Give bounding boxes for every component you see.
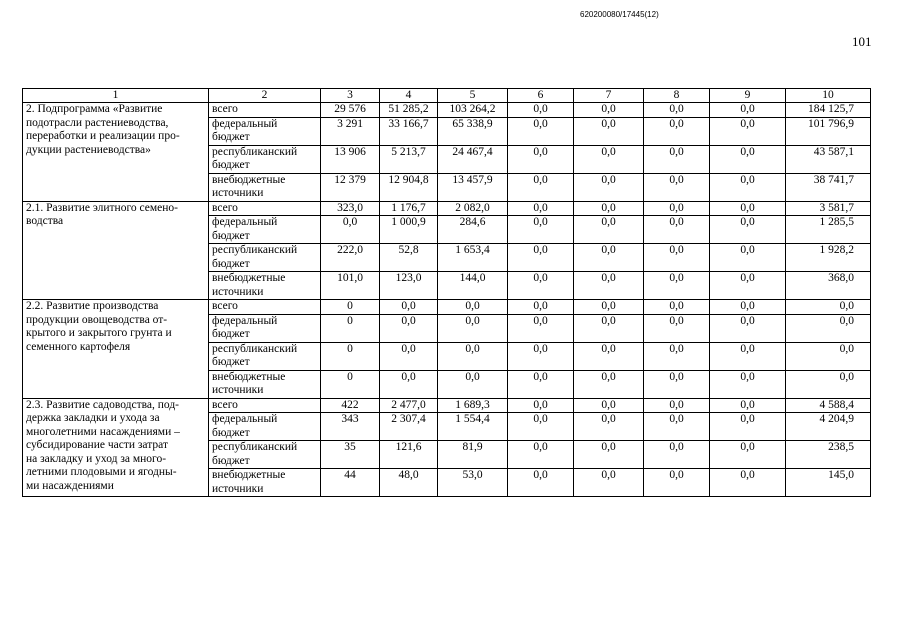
funding-source-cell: внебюджетные источники — [209, 173, 321, 201]
column-header: 8 — [644, 89, 710, 103]
value-cell: 0,0 — [574, 173, 644, 201]
value-cell: 0,0 — [508, 173, 574, 201]
value-cell: 29 576 — [321, 103, 380, 118]
value-cell: 0,0 — [644, 342, 710, 370]
total-value-cell: 4 588,4 — [786, 398, 871, 413]
value-cell: 0,0 — [644, 103, 710, 118]
value-cell: 0,0 — [574, 342, 644, 370]
value-cell: 0,0 — [508, 117, 574, 145]
funding-source-cell: внебюджетные источники — [209, 272, 321, 300]
column-header: 9 — [710, 89, 786, 103]
value-cell: 52,8 — [380, 244, 438, 272]
value-cell: 103 264,2 — [438, 103, 508, 118]
value-cell: 0 — [321, 314, 380, 342]
column-header: 10 — [786, 89, 871, 103]
document-code: 620200080/17445(12) — [580, 10, 659, 19]
funding-source-cell: республиканский бюджет — [209, 441, 321, 469]
value-cell: 0 — [321, 342, 380, 370]
total-value-cell: 0,0 — [786, 370, 871, 398]
total-value-cell: 3 581,7 — [786, 201, 871, 216]
value-cell: 48,0 — [380, 469, 438, 497]
total-value-cell: 0,0 — [786, 342, 871, 370]
total-value-cell: 238,5 — [786, 441, 871, 469]
value-cell: 222,0 — [321, 244, 380, 272]
table-body — [23, 103, 871, 497]
funding-source-cell: республиканский бюджет — [209, 244, 321, 272]
funding-source-cell: федеральный бюджет — [209, 314, 321, 342]
value-cell: 343 — [321, 413, 380, 441]
value-cell: 0,0 — [508, 216, 574, 244]
value-cell: 121,6 — [380, 441, 438, 469]
value-cell: 13 906 — [321, 145, 380, 173]
value-cell: 0,0 — [380, 370, 438, 398]
value-cell: 0,0 — [710, 370, 786, 398]
value-cell: 0,0 — [438, 314, 508, 342]
value-cell: 24 467,4 — [438, 145, 508, 173]
value-cell: 0,0 — [644, 145, 710, 173]
value-cell: 0 — [321, 370, 380, 398]
value-cell: 101,0 — [321, 272, 380, 300]
column-header: 3 — [321, 89, 380, 103]
table-row — [23, 201, 871, 216]
value-cell: 0,0 — [508, 441, 574, 469]
value-cell: 0,0 — [710, 272, 786, 300]
value-cell: 0,0 — [710, 173, 786, 201]
funding-source-cell: федеральный бюджет — [209, 216, 321, 244]
funding-source-cell: внебюджетные источники — [209, 370, 321, 398]
value-cell: 0,0 — [644, 244, 710, 272]
value-cell: 0,0 — [710, 441, 786, 469]
value-cell: 0,0 — [644, 441, 710, 469]
value-cell: 0,0 — [508, 103, 574, 118]
value-cell: 0,0 — [574, 441, 644, 469]
value-cell: 0,0 — [508, 469, 574, 497]
column-header: 7 — [574, 89, 644, 103]
value-cell: 0,0 — [644, 370, 710, 398]
total-value-cell: 1 285,5 — [786, 216, 871, 244]
value-cell: 0,0 — [508, 314, 574, 342]
table-row — [23, 103, 871, 118]
program-title-cell: 2.2. Развитие производства продукции овощеводства от- крытого и закрытого грунта и семенного картофеля — [23, 300, 209, 399]
value-cell: 0,0 — [380, 342, 438, 370]
value-cell: 0,0 — [644, 314, 710, 342]
value-cell: 0,0 — [644, 173, 710, 201]
total-value-cell: 0,0 — [786, 314, 871, 342]
value-cell: 0,0 — [644, 398, 710, 413]
value-cell: 0,0 — [508, 145, 574, 173]
table-row — [23, 398, 871, 413]
value-cell: 53,0 — [438, 469, 508, 497]
value-cell: 0,0 — [574, 413, 644, 441]
value-cell: 12 904,8 — [380, 173, 438, 201]
budget-table — [22, 88, 871, 497]
value-cell: 0,0 — [574, 469, 644, 497]
table-row — [23, 300, 871, 315]
funding-source-cell: всего — [209, 201, 321, 216]
value-cell: 0,0 — [380, 314, 438, 342]
column-header: 5 — [438, 89, 508, 103]
value-cell: 0,0 — [508, 398, 574, 413]
value-cell: 123,0 — [380, 272, 438, 300]
page-number: 101 — [852, 34, 872, 49]
value-cell: 0,0 — [438, 370, 508, 398]
value-cell: 0,0 — [710, 145, 786, 173]
funding-source-cell: внебюджетные источники — [209, 469, 321, 497]
value-cell: 5 213,7 — [380, 145, 438, 173]
value-cell: 0,0 — [508, 370, 574, 398]
value-cell: 0,0 — [574, 300, 644, 315]
value-cell: 0,0 — [574, 272, 644, 300]
funding-source-cell: всего — [209, 300, 321, 315]
value-cell: 2 307,4 — [380, 413, 438, 441]
value-cell: 0,0 — [508, 244, 574, 272]
value-cell: 0,0 — [574, 314, 644, 342]
value-cell: 0,0 — [644, 201, 710, 216]
value-cell: 0,0 — [710, 201, 786, 216]
total-value-cell: 4 204,9 — [786, 413, 871, 441]
total-value-cell: 1 928,2 — [786, 244, 871, 272]
value-cell: 0,0 — [710, 398, 786, 413]
funding-source-cell: республиканский бюджет — [209, 342, 321, 370]
funding-source-cell: всего — [209, 398, 321, 413]
value-cell: 12 379 — [321, 173, 380, 201]
total-value-cell: 101 796,9 — [786, 117, 871, 145]
value-cell: 0,0 — [710, 314, 786, 342]
value-cell: 0,0 — [710, 117, 786, 145]
total-value-cell: 184 125,7 — [786, 103, 871, 118]
value-cell: 284,6 — [438, 216, 508, 244]
total-value-cell: 38 741,7 — [786, 173, 871, 201]
value-cell: 0,0 — [710, 342, 786, 370]
table-header — [23, 89, 871, 103]
value-cell: 144,0 — [438, 272, 508, 300]
program-title-cell: 2.3. Развитие садоводства, под- держка закладки и ухода за многолетними насаждениями – субсидирование части затрат на закладку и уход за много- летними плодовыми и ягодны- ми насаждениями — [23, 398, 209, 497]
value-cell: 0,0 — [380, 300, 438, 315]
value-cell: 0,0 — [710, 216, 786, 244]
value-cell: 0,0 — [644, 117, 710, 145]
value-cell: 0,0 — [508, 201, 574, 216]
value-cell: 0,0 — [574, 370, 644, 398]
funding-source-cell: всего — [209, 103, 321, 118]
value-cell: 0,0 — [574, 117, 644, 145]
value-cell: 33 166,7 — [380, 117, 438, 145]
value-cell: 0,0 — [644, 413, 710, 441]
value-cell: 0,0 — [508, 272, 574, 300]
column-header: 6 — [508, 89, 574, 103]
value-cell: 3 291 — [321, 117, 380, 145]
value-cell: 0,0 — [574, 398, 644, 413]
value-cell: 65 338,9 — [438, 117, 508, 145]
value-cell: 35 — [321, 441, 380, 469]
column-header: 1 — [23, 89, 209, 103]
value-cell: 0,0 — [321, 216, 380, 244]
value-cell: 13 457,9 — [438, 173, 508, 201]
value-cell: 0,0 — [508, 413, 574, 441]
value-cell: 2 477,0 — [380, 398, 438, 413]
value-cell: 1 653,4 — [438, 244, 508, 272]
value-cell: 0,0 — [574, 244, 644, 272]
value-cell: 0 — [321, 300, 380, 315]
value-cell: 0,0 — [710, 103, 786, 118]
column-header: 4 — [380, 89, 438, 103]
value-cell: 0,0 — [438, 300, 508, 315]
total-value-cell: 0,0 — [786, 300, 871, 315]
value-cell: 81,9 — [438, 441, 508, 469]
value-cell: 1 176,7 — [380, 201, 438, 216]
value-cell: 0,0 — [574, 103, 644, 118]
value-cell: 2 082,0 — [438, 201, 508, 216]
funding-source-cell: республиканский бюджет — [209, 145, 321, 173]
total-value-cell: 368,0 — [786, 272, 871, 300]
value-cell: 0,0 — [438, 342, 508, 370]
total-value-cell: 43 587,1 — [786, 145, 871, 173]
value-cell: 323,0 — [321, 201, 380, 216]
value-cell: 0,0 — [710, 413, 786, 441]
value-cell: 0,0 — [710, 244, 786, 272]
value-cell: 1 000,9 — [380, 216, 438, 244]
value-cell: 0,0 — [574, 216, 644, 244]
value-cell: 0,0 — [508, 342, 574, 370]
total-value-cell: 145,0 — [786, 469, 871, 497]
program-title-cell: 2. Подпрограмма «Развитие подотрасли растениеводства, переработки и реализации про- дукции растениеводства» — [23, 103, 209, 202]
value-cell: 0,0 — [574, 145, 644, 173]
value-cell: 0,0 — [644, 469, 710, 497]
value-cell: 422 — [321, 398, 380, 413]
column-header: 2 — [209, 89, 321, 103]
funding-source-cell: федеральный бюджет — [209, 413, 321, 441]
program-title-cell: 2.1. Развитие элитного семено- водства — [23, 201, 209, 300]
value-cell: 0,0 — [644, 216, 710, 244]
value-cell: 0,0 — [644, 300, 710, 315]
value-cell: 0,0 — [710, 300, 786, 315]
value-cell: 0,0 — [574, 201, 644, 216]
value-cell: 1 689,3 — [438, 398, 508, 413]
value-cell: 0,0 — [508, 300, 574, 315]
column-number-row — [23, 89, 871, 103]
funding-source-cell: федеральный бюджет — [209, 117, 321, 145]
value-cell: 51 285,2 — [380, 103, 438, 118]
value-cell: 44 — [321, 469, 380, 497]
value-cell: 1 554,4 — [438, 413, 508, 441]
value-cell: 0,0 — [644, 272, 710, 300]
value-cell: 0,0 — [710, 469, 786, 497]
